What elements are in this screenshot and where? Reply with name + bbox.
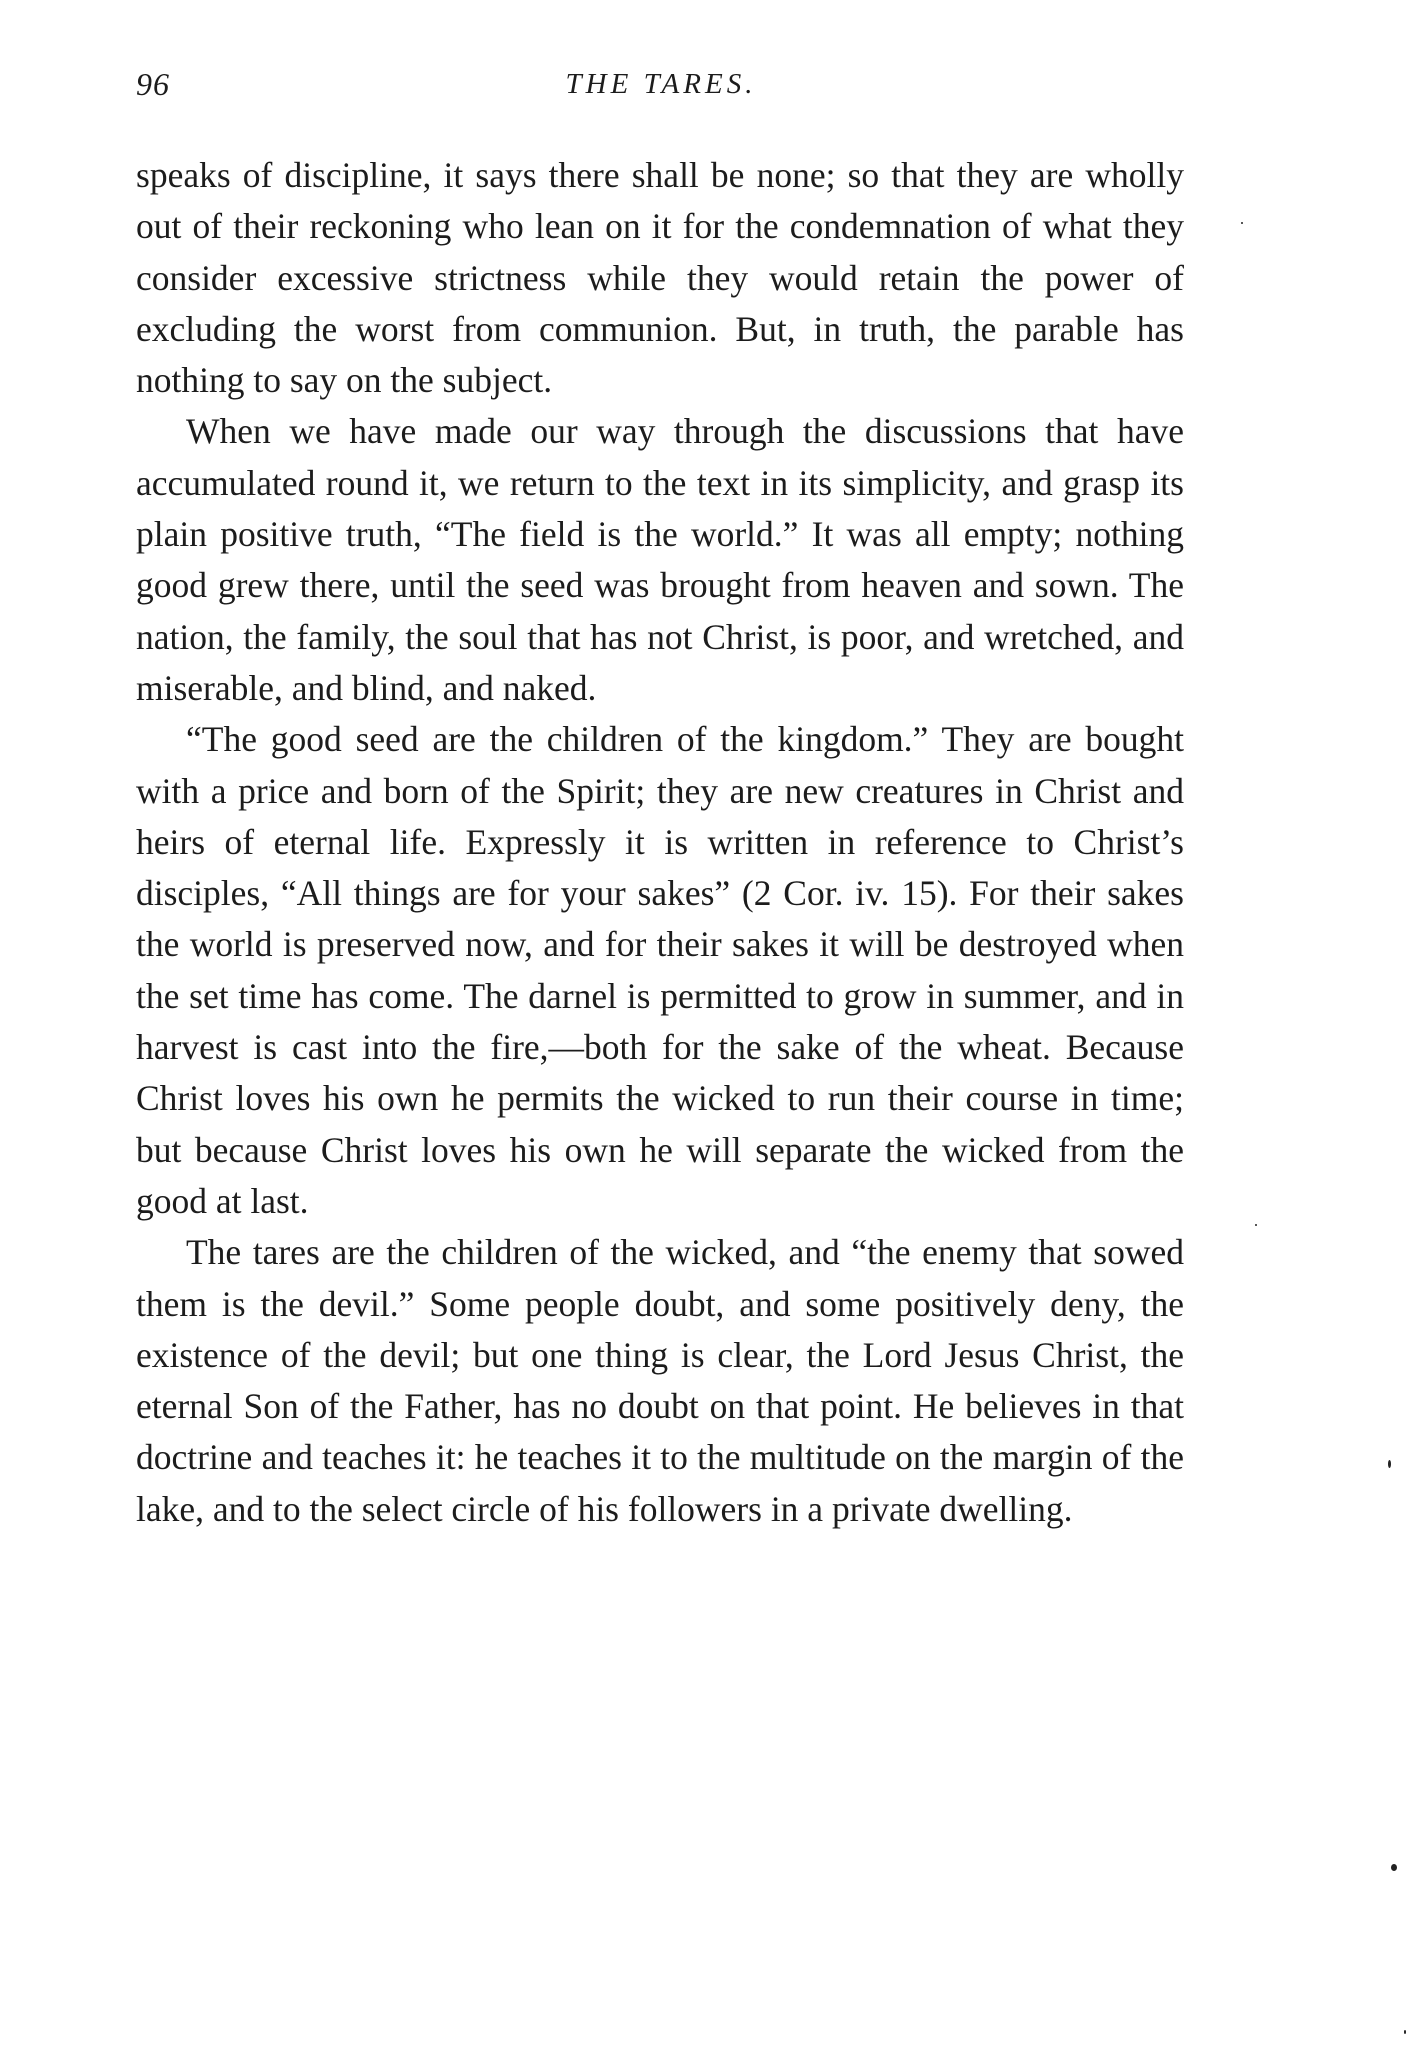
paragraph: The tares are the children of the wicked, and “the enemy that sowed them is the devil.” Some people doubt, and some positively deny, the existence of the devil; but one thing is clear, the Lord Jesus Christ, the eternal Son of the Father, has no doubt on that point. He believes in that doctrine and teaches it: he teaches it to the multitude on the margin of the lake, and to the select circle of his followers in a private dwelling.: [136, 1232, 1184, 1529]
paragraph: “The good seed are the children of the kingdom.” They are bought with a price and born of the Spirit; they are new creatures in Christ and heirs of eternal life. Expressly it is written in reference to Christ’s disciples, “All things are for your sakes” (2 Cor. iv. 15). For their sakes the world is preserved now, and for their sakes it will be destroyed when the set time has come. The darnel is permitted to grow in summer, and in harvest is cast into the fire,—both for the sake of the wheat. Because Christ loves his own he permits the wicked to run their course in time; but because Christ loves his own he will separate the wicked from the good at last.: [136, 719, 1184, 1221]
paragraph: When we have made our way through the discussions that have accumulated round it, we return to the text in its simplicity, and grasp its plain positive truth, “The field is the world.” It was all empty; nothing good grew there, until the seed was brought from heaven and sown. The nation, the family, the soul that has not Christ, is poor, and wretched, and miserable, and blind, and naked.: [136, 411, 1184, 708]
scan-speck: [1404, 2030, 1406, 2034]
scan-speck: [1388, 1460, 1391, 1468]
scan-speck: [1255, 1224, 1257, 1226]
scan-speck: [1241, 222, 1243, 224]
paragraph-continued: speaks of discipline, it says there shall be none; so that they are wholly out of their reckoning who lean on it for the condemnation of what they consider excessive strictness while they would retain the power of excluding the worst from communion. But, in truth, the parable has nothing to say on the subject.: [136, 155, 1184, 401]
body-text: [136, 150, 1184, 1535]
running-head: [136, 66, 1186, 112]
running-title: THE TARES.: [565, 68, 757, 100]
page-number: 96: [136, 66, 170, 102]
scan-speck: [1391, 1864, 1397, 1871]
